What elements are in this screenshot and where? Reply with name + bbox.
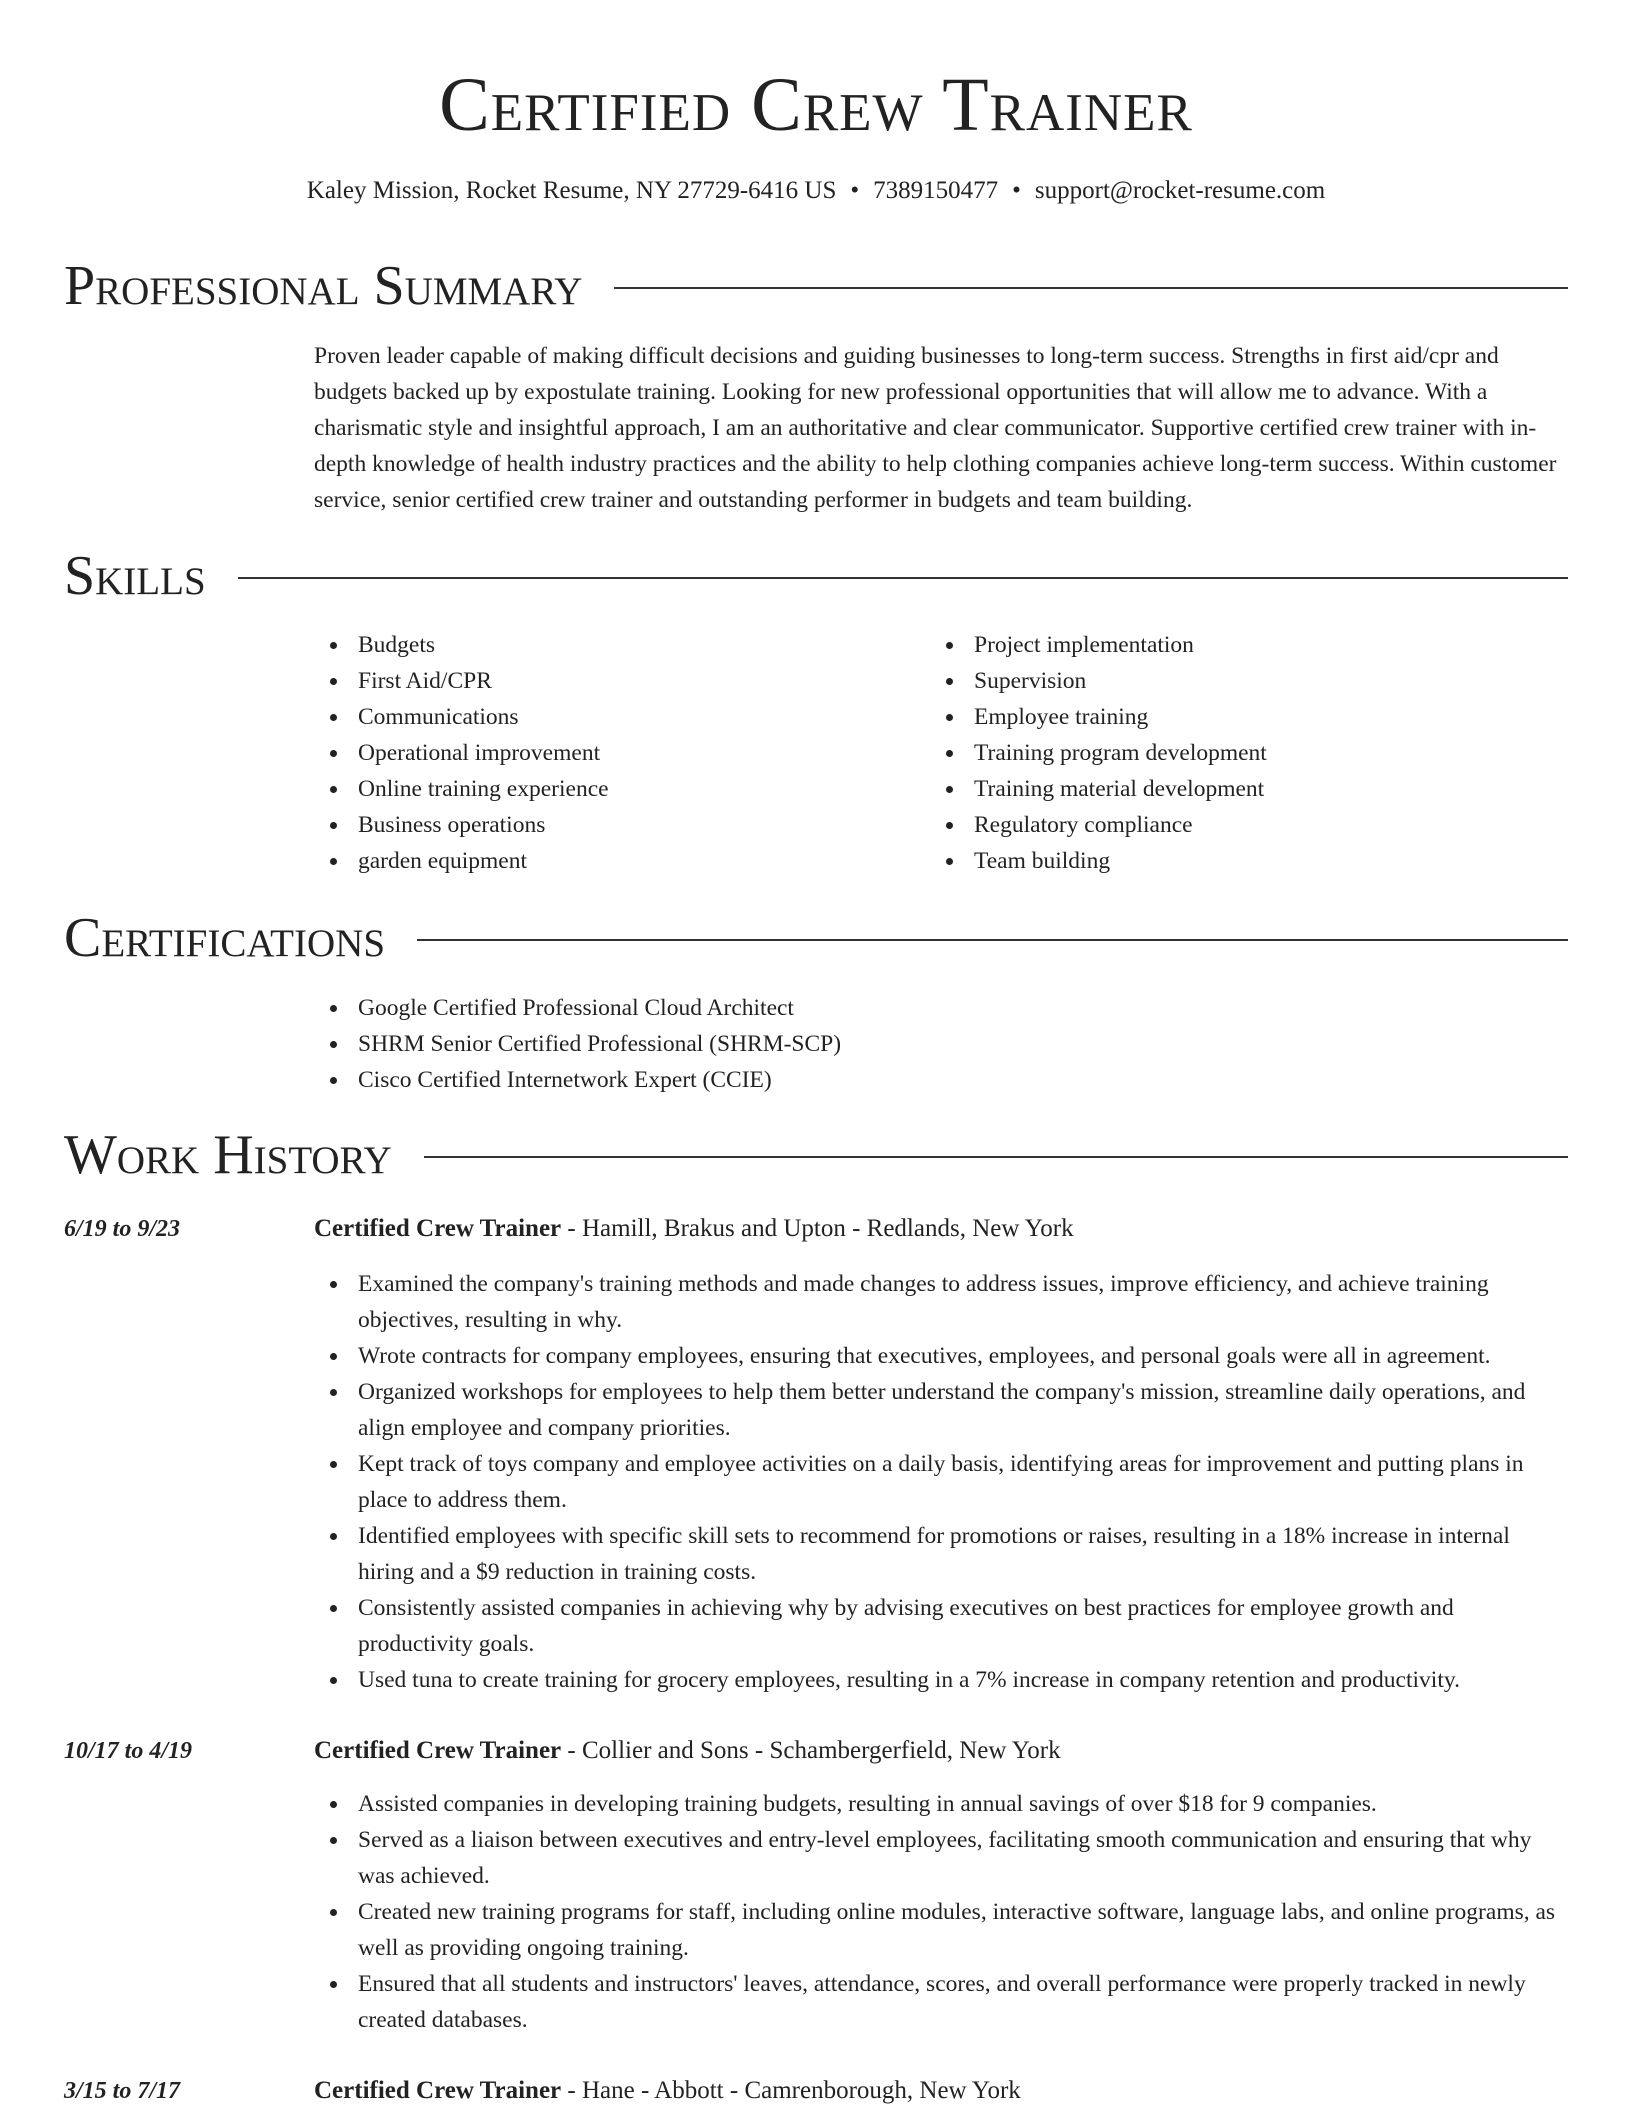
skill-item: Employee training xyxy=(930,699,1530,735)
job-bullet: Identified employees with specific skill sets to recommend for promotions or raises, resulting in a 18% increase in internal hiring and a $9 reduction in training costs. xyxy=(314,1518,1568,1590)
job-heading xyxy=(314,2074,1568,2108)
job-dates: 6/19 to 9/23 xyxy=(64,1216,181,1242)
job-title: Certified Crew Trainer xyxy=(314,1737,562,1764)
job-employer-location: - Hane - Abbott - Camrenborough, New York xyxy=(561,2077,1021,2104)
section-header-skills xyxy=(64,544,1568,608)
job-bullet: Kept track of toys company and employee activities on a daily basis, identifying areas for improvement and putting plans in place to address them. xyxy=(314,1446,1568,1518)
job-employer-location: - Collier and Sons - Schambergerfield, New York xyxy=(561,1737,1061,1764)
section-divider xyxy=(238,577,1568,579)
job-title: Certified Crew Trainer xyxy=(314,1215,562,1242)
summary-text: Proven leader capable of making difficult decisions and guiding businesses to long-term success. Strengths in first aid/cpr and budgets backed up by expostulate training. Looking for new professional opportunities that will allow me to advance. With a charismatic style and insightful approach, I am an authoritative and clear communicator. Supportive certified crew trainer with in-depth knowledge of health industry practices and the ability to help clothing companies achieve long-term success. Within customer service, senior certified crew trainer and outstanding performer in budgets and team building. xyxy=(314,343,1557,513)
job-employer-location: - Hamill, Brakus and Upton - Redlands, New York xyxy=(561,1215,1074,1242)
certification-item: Cisco Certified Internetwork Expert (CCIE) xyxy=(314,1062,1564,1098)
job-title: Certified Crew Trainer xyxy=(314,2077,562,2104)
contact-separator: • xyxy=(850,177,860,204)
skill-item: Budgets xyxy=(314,627,914,663)
section-title-summary: Professional Summary xyxy=(64,255,583,317)
skill-item: First Aid/CPR xyxy=(314,663,914,699)
skill-item: Communications xyxy=(314,699,914,735)
certifications-list xyxy=(314,990,1564,1098)
skill-item: garden equipment xyxy=(314,843,914,879)
skill-item: Regulatory compliance xyxy=(930,807,1530,843)
job-bullet: Examined the company's training methods and made changes to address issues, improve efficiency, and achieve training objectives, resulting in why. xyxy=(314,1266,1568,1338)
section-header-certifications xyxy=(64,906,1568,970)
section-divider xyxy=(424,1156,1568,1158)
section-title-work-history: Work History xyxy=(64,1124,392,1186)
skill-item: Team building xyxy=(930,843,1530,879)
job-bullet: Consistently assisted companies in achieving why by advising executives on best practices for employee growth and productivity goals. xyxy=(314,1590,1568,1662)
job-bullet: Created new training programs for staff, including online modules, interactive software, language labs, and online programs, as well as providing ongoing training. xyxy=(314,1894,1568,1966)
certification-item: Google Certified Professional Cloud Architect xyxy=(314,990,1564,1026)
skill-item: Operational improvement xyxy=(314,735,914,771)
section-title-skills: Skills xyxy=(64,545,206,607)
job-heading xyxy=(314,1734,1568,1768)
job-dates: 10/17 to 4/19 xyxy=(64,1738,193,1764)
section-header-summary xyxy=(64,254,1568,318)
contact-address: Kaley Mission, Rocket Resume, NY 27729-6416 US xyxy=(306,177,837,204)
job-bullet: Ensured that all students and instructors' leaves, attendance, scores, and overall performance were properly tracked in newly created databases. xyxy=(314,1966,1568,2038)
section-title-certifications: Certifications xyxy=(64,907,386,969)
contact-separator: • xyxy=(1012,177,1021,204)
job-bullet-list xyxy=(314,1786,1568,2038)
skills-list-right xyxy=(930,627,1530,879)
skill-item: Project implementation xyxy=(930,627,1530,663)
job-bullet-list xyxy=(314,1266,1568,1698)
skills-list-left xyxy=(314,627,914,879)
job-bullet: Assisted companies in developing training budgets, resulting in annual savings of over $18 for 9 companies. xyxy=(314,1786,1568,1822)
contact-phone: 7389150477 xyxy=(873,177,999,204)
job-dates: 3/15 to 7/17 xyxy=(64,2078,181,2104)
job-bullet: Wrote contracts for company employees, ensuring that executives, employees, and personal goals were all in agreement. xyxy=(314,1338,1568,1374)
job-bullet: Used tuna to create training for grocery employees, resulting in a 7% increase in company retention and productivity. xyxy=(314,1662,1568,1698)
skill-item: Training program development xyxy=(930,735,1530,771)
skill-item: Supervision xyxy=(930,663,1530,699)
section-divider xyxy=(614,287,1568,289)
skill-item: Business operations xyxy=(314,807,914,843)
job-heading xyxy=(314,1212,1568,1246)
candidate-name: Certified Crew Trainer xyxy=(439,63,1193,147)
job-bullet: Served as a liaison between executives and entry-level employees, facilitating smooth communication and ensuring that why was achieved. xyxy=(314,1822,1568,1894)
section-divider xyxy=(417,939,1568,941)
job-bullet: Organized workshops for employees to help them better understand the company's mission, streamline daily operations, and align employee and company priorities. xyxy=(314,1374,1568,1446)
contact-email: support@rocket-resume.com xyxy=(1034,177,1326,204)
section-header-work-history xyxy=(64,1123,1568,1187)
certification-item: SHRM Senior Certified Professional (SHRM-SCP) xyxy=(314,1026,1564,1062)
contact-line xyxy=(0,174,1632,208)
skill-item: Online training experience xyxy=(314,771,914,807)
skill-item: Training material development xyxy=(930,771,1530,807)
